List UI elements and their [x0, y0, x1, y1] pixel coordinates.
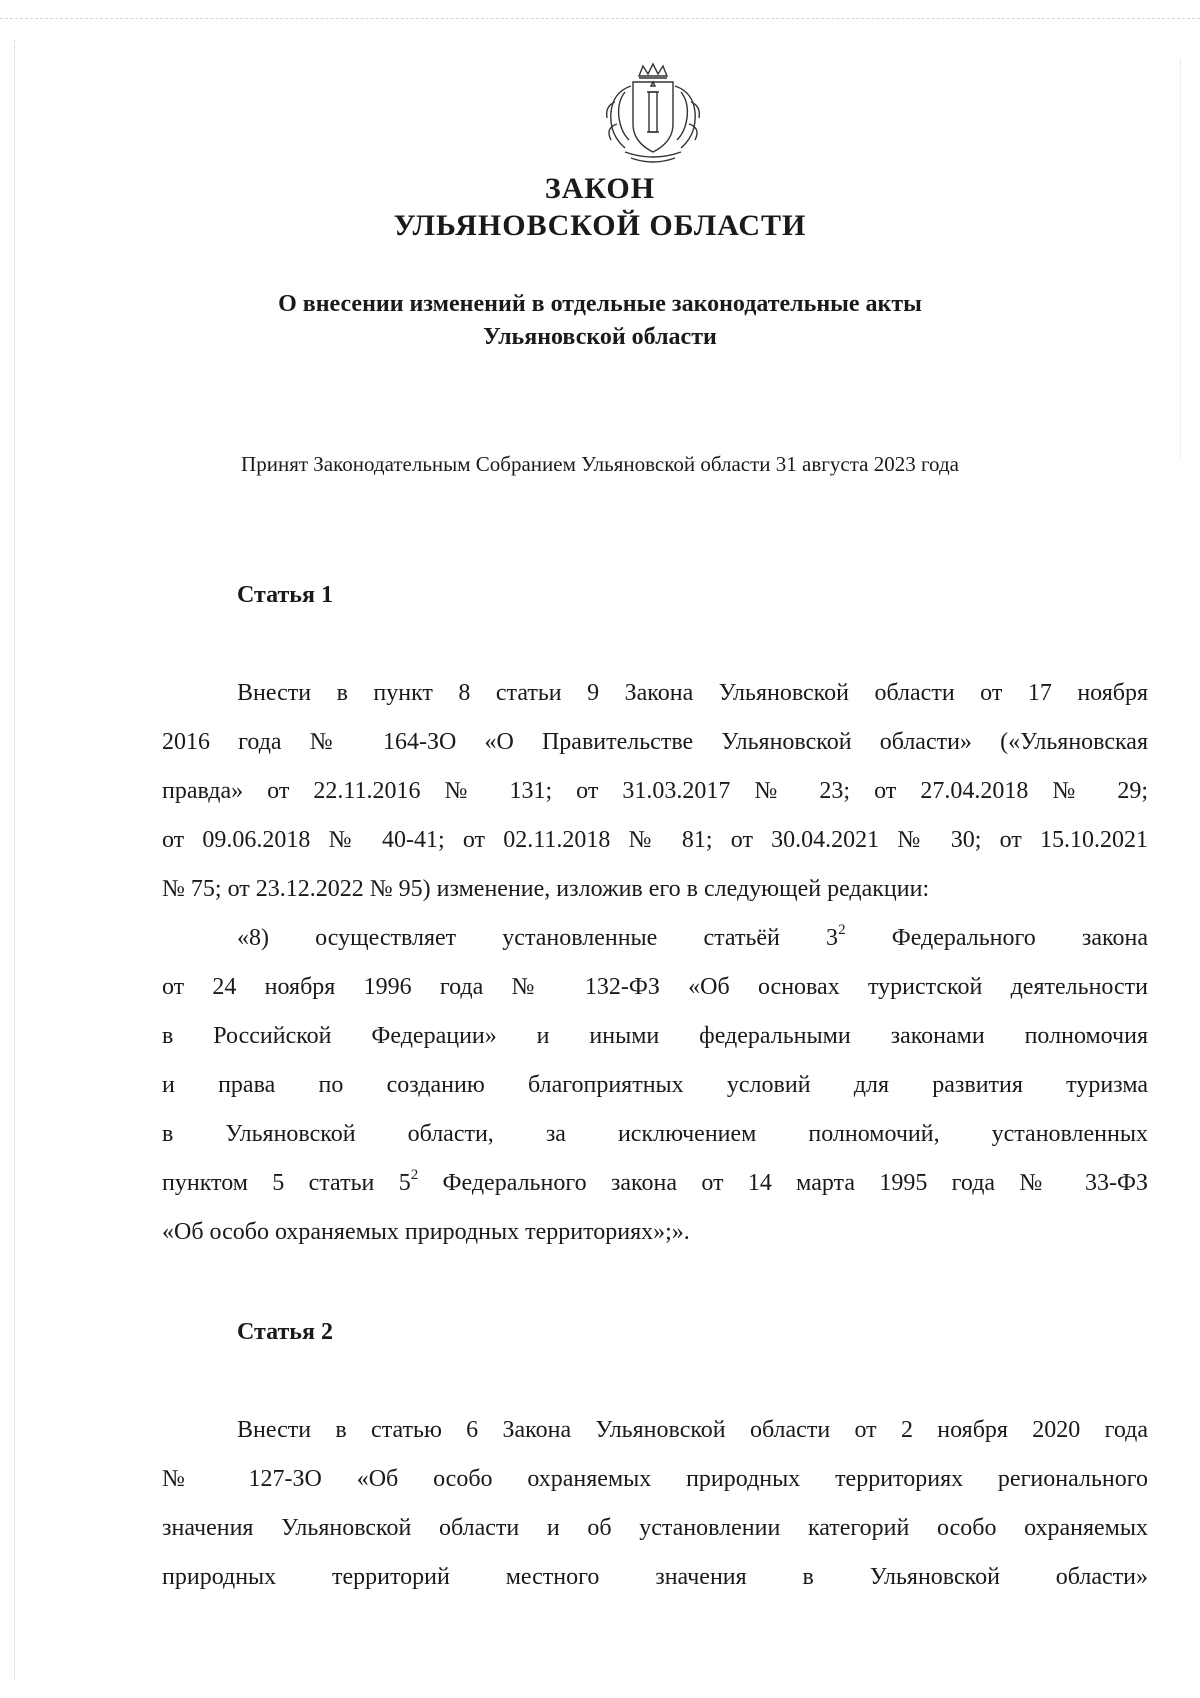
article-2-line: Внести в статью 6 Закона Ульяновской области от 2 ноября 2020 года	[237, 1417, 1148, 1443]
article-2-line: № 127-ЗО «Об особо охраняемых природных территориях регионального	[162, 1466, 1148, 1492]
scan-artifact-left	[14, 40, 15, 1680]
quote-text: пунктом 5 статьи 5	[162, 1170, 411, 1196]
superscript: 2	[410, 1167, 419, 1183]
quote-text: «8) осуществляет установленные статьёй 3	[237, 925, 839, 951]
quote-text: Федерального закона от 14 марта 1995 года № 33-ФЗ	[418, 1170, 1148, 1196]
article-1-quote-line: и права по созданию благоприятных условий для развития туризма	[162, 1072, 1148, 1098]
law-subtitle-line1: О внесении изменений в отдельные законодательные акты	[278, 291, 922, 317]
coat-of-arms-emblem	[595, 62, 711, 166]
article-1-quote-line: в Российской Федерации» и иными федеральными законами полномочия	[162, 1023, 1148, 1049]
article-1-quote-line: в Ульяновской области, за исключением полномочий, установленных	[162, 1121, 1148, 1147]
scan-artifact-right	[1180, 60, 1181, 460]
article-1-heading: Статья 1	[237, 582, 333, 608]
adoption-note: Принят Законодательным Собранием Ульяновской области 31 августа 2023 года	[241, 452, 959, 476]
law-title-line2: УЛЬЯНОВСКОЙ ОБЛАСТИ	[393, 209, 807, 242]
superscript: 2	[838, 922, 846, 938]
article-1-quote-line: «Об особо охраняемых природных территориях»;».	[162, 1219, 690, 1245]
article-1-line: 2016 года № 164-ЗО «О Правительстве Ульяновской области» («Ульяновская	[162, 729, 1148, 755]
article-1-quote-line: от 24 ноября 1996 года № 132-ФЗ «Об основах туристской деятельности	[162, 974, 1148, 1000]
article-1-quote-line	[162, 1167, 1148, 1199]
article-1-line: № 75; от 23.12.2022 № 95) изменение, изложив его в следующей редакции:	[162, 876, 930, 902]
article-1-quote-line	[237, 922, 1148, 954]
article-1-line: правда» от 22.11.2016 № 131; от 31.03.2017 № 23; от 27.04.2018 № 29;	[162, 778, 1148, 804]
article-2-line: значения Ульяновской области и об установлении категорий особо охраняемых	[162, 1515, 1148, 1541]
article-2-line: природных территорий местного значения в Ульяновской области»	[162, 1564, 1148, 1590]
quote-text: Федерального закона	[845, 925, 1148, 951]
scan-artifact-top	[0, 18, 1200, 19]
law-subtitle-line2: Ульяновской области	[483, 324, 717, 350]
article-2-heading: Статья 2	[237, 1319, 333, 1345]
article-1-line: от 09.06.2018 № 40-41; от 02.11.2018 № 81; от 30.04.2021 № 30; от 15.10.2021	[162, 827, 1148, 853]
law-title-line1: ЗАКОН	[544, 172, 656, 205]
article-1-line: Внести в пункт 8 статьи 9 Закона Ульяновской области от 17 ноября	[237, 680, 1148, 706]
